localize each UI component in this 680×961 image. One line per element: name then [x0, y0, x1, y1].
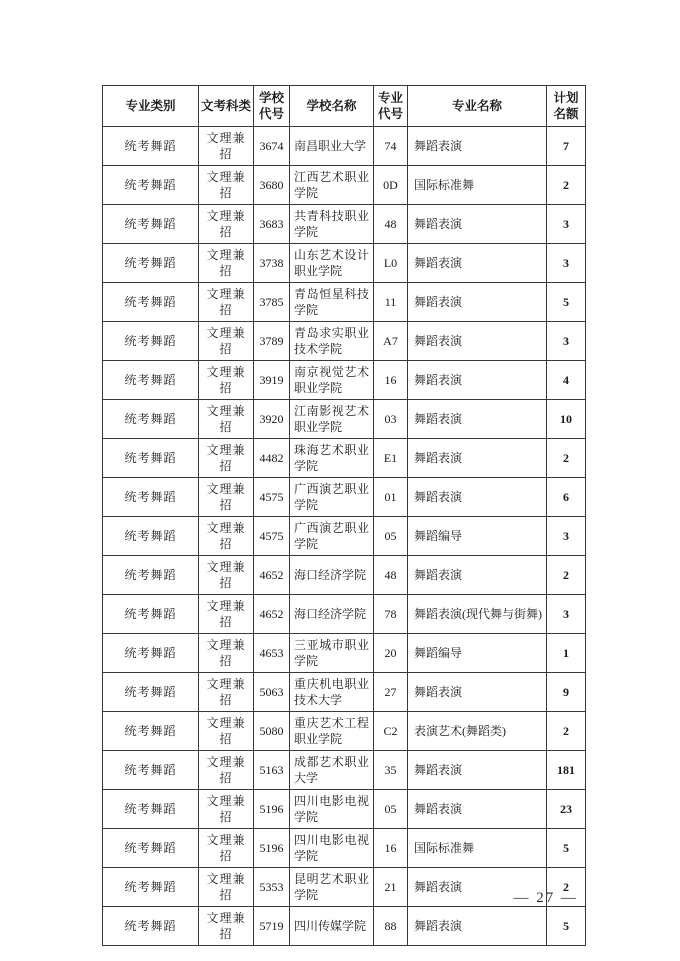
cell-exam-subject: 文理兼招	[199, 907, 254, 946]
cell-major-category: 统考舞蹈	[103, 244, 199, 283]
cell-major-code: 11	[374, 283, 408, 322]
cell-planned-quota: 3	[547, 517, 586, 556]
column-header-major-name: 专业名称	[408, 86, 547, 127]
cell-major-code: C2	[374, 712, 408, 751]
cell-school-name: 海口经济学院	[290, 595, 374, 634]
cell-major-name: 国际标准舞	[408, 166, 547, 205]
cell-major-name: 舞蹈表演	[408, 478, 547, 517]
table-row	[103, 751, 586, 790]
cell-exam-subject: 文理兼招	[199, 595, 254, 634]
cell-exam-subject: 文理兼招	[199, 244, 254, 283]
cell-planned-quota: 2	[547, 712, 586, 751]
table-row	[103, 673, 586, 712]
cell-major-category: 统考舞蹈	[103, 322, 199, 361]
cell-school-name: 三亚城市职业学院	[290, 634, 374, 673]
cell-school-code: 4482	[254, 439, 290, 478]
cell-school-name: 南京视觉艺术职业学院	[290, 361, 374, 400]
cell-school-code: 4652	[254, 595, 290, 634]
column-header-planned-quota: 计划名额	[547, 86, 586, 127]
cell-major-category: 统考舞蹈	[103, 829, 199, 868]
table-row	[103, 244, 586, 283]
cell-school-code: 4652	[254, 556, 290, 595]
cell-major-category: 统考舞蹈	[103, 634, 199, 673]
cell-school-name: 江西艺术职业学院	[290, 166, 374, 205]
cell-major-code: 03	[374, 400, 408, 439]
cell-school-name: 广西演艺职业学院	[290, 478, 374, 517]
table-row	[103, 400, 586, 439]
cell-major-category: 统考舞蹈	[103, 361, 199, 400]
cell-major-code: 16	[374, 829, 408, 868]
table-row	[103, 166, 586, 205]
cell-major-category: 统考舞蹈	[103, 517, 199, 556]
cell-school-code: 3683	[254, 205, 290, 244]
cell-major-category: 统考舞蹈	[103, 205, 199, 244]
cell-school-code: 5196	[254, 829, 290, 868]
cell-school-name: 广西演艺职业学院	[290, 517, 374, 556]
cell-school-name: 青岛恒星科技学院	[290, 283, 374, 322]
cell-major-code: 16	[374, 361, 408, 400]
column-header-school-code: 学校代号	[254, 86, 290, 127]
cell-exam-subject: 文理兼招	[199, 322, 254, 361]
cell-planned-quota: 3	[547, 595, 586, 634]
cell-school-name: 成都艺术职业大学	[290, 751, 374, 790]
column-header-school-name: 学校名称	[290, 86, 374, 127]
cell-planned-quota: 5	[547, 283, 586, 322]
cell-school-code: 4575	[254, 478, 290, 517]
table-row	[103, 634, 586, 673]
cell-major-code: 05	[374, 790, 408, 829]
table-row	[103, 595, 586, 634]
table-row	[103, 439, 586, 478]
cell-major-code: 21	[374, 868, 408, 907]
cell-exam-subject: 文理兼招	[199, 829, 254, 868]
cell-exam-subject: 文理兼招	[199, 751, 254, 790]
cell-planned-quota: 2	[547, 166, 586, 205]
cell-planned-quota: 2	[547, 439, 586, 478]
cell-major-code: 01	[374, 478, 408, 517]
cell-major-code: 0D	[374, 166, 408, 205]
cell-major-name: 舞蹈表演	[408, 907, 547, 946]
cell-major-name: 舞蹈表演(现代舞与街舞)	[408, 595, 547, 634]
cell-school-code: 4575	[254, 517, 290, 556]
cell-major-name: 舞蹈表演	[408, 205, 547, 244]
table-row	[103, 205, 586, 244]
cell-major-name: 舞蹈表演	[408, 439, 547, 478]
cell-planned-quota: 2	[547, 556, 586, 595]
cell-planned-quota: 3	[547, 322, 586, 361]
cell-school-code: 5163	[254, 751, 290, 790]
cell-exam-subject: 文理兼招	[199, 517, 254, 556]
cell-major-code: 88	[374, 907, 408, 946]
cell-exam-subject: 文理兼招	[199, 673, 254, 712]
cell-exam-subject: 文理兼招	[199, 634, 254, 673]
cell-school-name: 海口经济学院	[290, 556, 374, 595]
cell-exam-subject: 文理兼招	[199, 439, 254, 478]
cell-major-name: 舞蹈表演	[408, 244, 547, 283]
cell-major-code: 20	[374, 634, 408, 673]
cell-school-code: 5080	[254, 712, 290, 751]
cell-school-code: 3738	[254, 244, 290, 283]
cell-major-code: E1	[374, 439, 408, 478]
cell-exam-subject: 文理兼招	[199, 400, 254, 439]
column-header-exam-subject: 文考科类	[199, 86, 254, 127]
cell-major-name: 舞蹈表演	[408, 790, 547, 829]
cell-school-code: 5063	[254, 673, 290, 712]
cell-school-name: 山东艺术设计职业学院	[290, 244, 374, 283]
table-row	[103, 127, 586, 166]
cell-major-code: 78	[374, 595, 408, 634]
cell-major-category: 统考舞蹈	[103, 712, 199, 751]
cell-exam-subject: 文理兼招	[199, 166, 254, 205]
cell-exam-subject: 文理兼招	[199, 478, 254, 517]
cell-major-name: 舞蹈编导	[408, 634, 547, 673]
cell-major-category: 统考舞蹈	[103, 673, 199, 712]
cell-major-name: 表演艺术(舞蹈类)	[408, 712, 547, 751]
table-row	[103, 790, 586, 829]
table-row	[103, 283, 586, 322]
cell-major-category: 统考舞蹈	[103, 907, 199, 946]
table-row	[103, 556, 586, 595]
cell-exam-subject: 文理兼招	[199, 205, 254, 244]
cell-planned-quota: 181	[547, 751, 586, 790]
cell-major-category: 统考舞蹈	[103, 868, 199, 907]
cell-planned-quota: 1	[547, 634, 586, 673]
cell-major-code: 74	[374, 127, 408, 166]
cell-planned-quota: 7	[547, 127, 586, 166]
column-header-major-category: 专业类别	[103, 86, 199, 127]
cell-exam-subject: 文理兼招	[199, 283, 254, 322]
cell-school-code: 4653	[254, 634, 290, 673]
cell-school-code: 3919	[254, 361, 290, 400]
cell-major-name: 国际标准舞	[408, 829, 547, 868]
cell-major-category: 统考舞蹈	[103, 790, 199, 829]
cell-school-name: 四川电影电视学院	[290, 829, 374, 868]
cell-major-category: 统考舞蹈	[103, 478, 199, 517]
cell-exam-subject: 文理兼招	[199, 712, 254, 751]
cell-major-category: 统考舞蹈	[103, 400, 199, 439]
cell-planned-quota: 9	[547, 673, 586, 712]
cell-school-name: 南昌职业大学	[290, 127, 374, 166]
cell-planned-quota: 2	[547, 868, 586, 907]
cell-major-name: 舞蹈表演	[408, 361, 547, 400]
cell-major-name: 舞蹈表演	[408, 673, 547, 712]
cell-major-category: 统考舞蹈	[103, 166, 199, 205]
table-row	[103, 829, 586, 868]
cell-planned-quota: 4	[547, 361, 586, 400]
cell-planned-quota: 3	[547, 244, 586, 283]
cell-major-code: L0	[374, 244, 408, 283]
cell-school-code: 3789	[254, 322, 290, 361]
cell-exam-subject: 文理兼招	[199, 361, 254, 400]
cell-exam-subject: 文理兼招	[199, 556, 254, 595]
cell-major-category: 统考舞蹈	[103, 595, 199, 634]
cell-exam-subject: 文理兼招	[199, 868, 254, 907]
cell-school-name: 共青科技职业学院	[290, 205, 374, 244]
cell-school-code: 3674	[254, 127, 290, 166]
admission-plan-table	[102, 85, 586, 946]
cell-major-code: 27	[374, 673, 408, 712]
cell-major-code: 35	[374, 751, 408, 790]
cell-major-category: 统考舞蹈	[103, 556, 199, 595]
cell-planned-quota: 23	[547, 790, 586, 829]
cell-major-category: 统考舞蹈	[103, 439, 199, 478]
cell-school-code: 3785	[254, 283, 290, 322]
cell-major-category: 统考舞蹈	[103, 283, 199, 322]
cell-school-code: 5719	[254, 907, 290, 946]
cell-major-category: 统考舞蹈	[103, 127, 199, 166]
table-row	[103, 322, 586, 361]
cell-major-name: 舞蹈表演	[408, 751, 547, 790]
cell-major-code: 48	[374, 556, 408, 595]
cell-school-name: 四川传媒学院	[290, 907, 374, 946]
cell-school-code: 3920	[254, 400, 290, 439]
table-row	[103, 478, 586, 517]
cell-school-name: 昆明艺术职业学院	[290, 868, 374, 907]
cell-school-name: 四川电影电视学院	[290, 790, 374, 829]
cell-major-name: 舞蹈表演	[408, 283, 547, 322]
cell-exam-subject: 文理兼招	[199, 127, 254, 166]
cell-school-name: 江南影视艺术职业学院	[290, 400, 374, 439]
cell-school-name: 重庆艺术工程职业学院	[290, 712, 374, 751]
cell-major-code: 48	[374, 205, 408, 244]
cell-school-name: 珠海艺术职业学院	[290, 439, 374, 478]
table-row	[103, 907, 586, 946]
cell-exam-subject: 文理兼招	[199, 790, 254, 829]
cell-major-code: A7	[374, 322, 408, 361]
cell-school-code: 5353	[254, 868, 290, 907]
cell-school-code: 3680	[254, 166, 290, 205]
cell-major-name: 舞蹈表演	[408, 400, 547, 439]
cell-planned-quota: 6	[547, 478, 586, 517]
page-number: — 27 —	[513, 890, 578, 906]
cell-planned-quota: 10	[547, 400, 586, 439]
cell-school-name: 青岛求实职业技术学院	[290, 322, 374, 361]
column-header-major-code: 专业代号	[374, 86, 408, 127]
cell-school-code: 5196	[254, 790, 290, 829]
cell-major-code: 05	[374, 517, 408, 556]
table-row	[103, 361, 586, 400]
cell-planned-quota: 5	[547, 829, 586, 868]
cell-planned-quota: 5	[547, 907, 586, 946]
cell-major-name: 舞蹈表演	[408, 868, 547, 907]
cell-planned-quota: 3	[547, 205, 586, 244]
table-row	[103, 517, 586, 556]
cell-major-name: 舞蹈表演	[408, 556, 547, 595]
cell-major-name: 舞蹈表演	[408, 322, 547, 361]
cell-major-name: 舞蹈表演	[408, 127, 547, 166]
table-header-row	[103, 86, 586, 127]
cell-school-name: 重庆机电职业技术大学	[290, 673, 374, 712]
table-row	[103, 712, 586, 751]
cell-major-name: 舞蹈编导	[408, 517, 547, 556]
cell-major-category: 统考舞蹈	[103, 751, 199, 790]
